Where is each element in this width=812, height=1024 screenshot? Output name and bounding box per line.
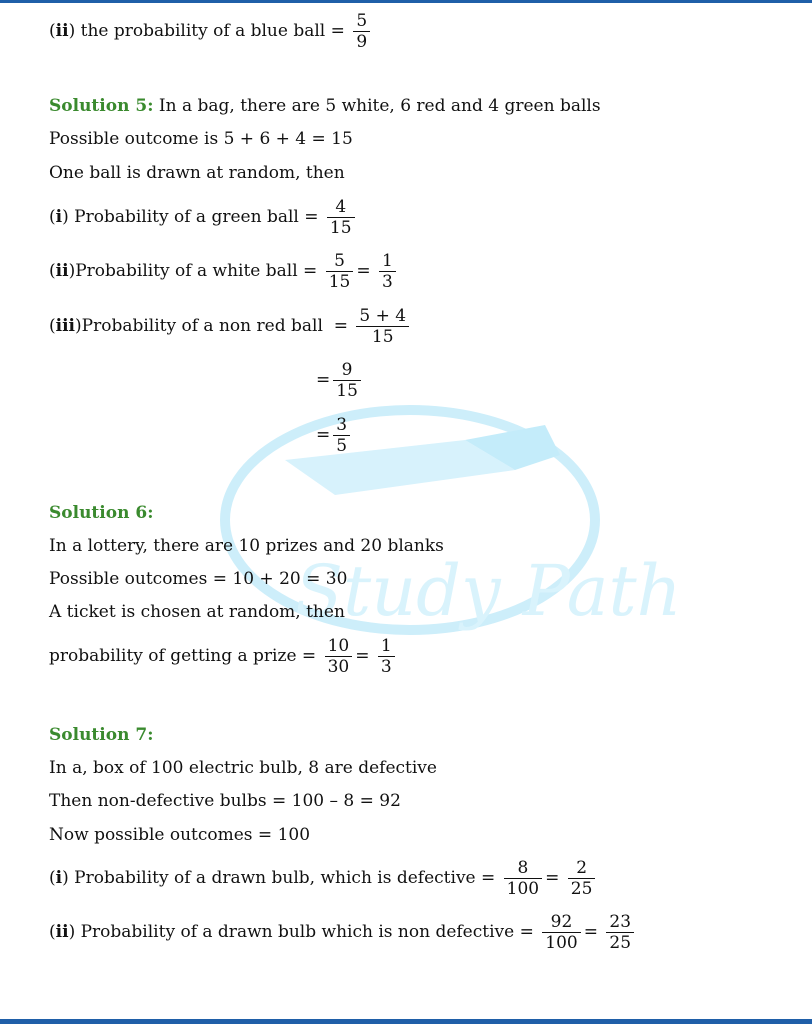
numerator: 4 — [327, 197, 355, 218]
fraction — [606, 912, 634, 953]
denominator: 25 — [570, 879, 593, 899]
sol5-step-2: = $\frac{9}{15}$ — [316, 360, 364, 401]
fraction — [568, 858, 596, 899]
fraction — [325, 636, 353, 677]
sol5-part-i: (i) Probability of a green ball = $\frac{4}{15}$ — [49, 197, 358, 238]
sol5-drawn: One ball is drawn at random, then — [49, 163, 345, 183]
part-label: i — [55, 868, 63, 888]
sol5-outcome: Possible outcome is 5 + 6 + 4 = 15 — [49, 129, 353, 149]
statement-text: Probability of a drawn bulb which is non defective — [80, 922, 515, 942]
fraction — [379, 251, 396, 292]
denominator: 5 — [336, 436, 348, 456]
top-part-ii: (ii) the probability of a blue ball = $\frac{5}{9}$ — [49, 11, 373, 52]
numerator: 92 — [542, 912, 580, 933]
fraction — [542, 912, 580, 953]
sol6-intro: In a lottery, there are 10 prizes and 20 blanks — [49, 536, 444, 556]
part-label: ii — [55, 261, 69, 281]
denominator: 100 — [506, 879, 540, 899]
statement-text: Probability of a drawn bulb, which is defective — [74, 868, 476, 888]
numerator: 1 — [378, 636, 395, 657]
denominator: 15 — [329, 218, 352, 238]
fraction — [326, 251, 354, 292]
numerator: 1 — [379, 251, 396, 272]
numerator: 5 + 4 — [356, 306, 409, 327]
denominator: 25 — [609, 933, 632, 953]
numerator: 10 — [325, 636, 353, 657]
part-label: i — [55, 207, 63, 227]
sol5-part-iii: (iii)Probability of a non red ball = $\frac{5 + 4}{15}$ — [49, 306, 412, 347]
sol5-step-3: = $\frac{3}{5}$ — [316, 415, 353, 456]
sol7-part-ii: (ii) Probability of a drawn bulb which is non defective = $\frac{92}{100}$ = $\frac{23}{25}$ — [49, 912, 637, 953]
sol7-outcomes: Now possible outcomes = 100 — [49, 825, 311, 845]
denominator: 15 — [328, 272, 351, 292]
svg-text:Study Path: Study Path — [295, 550, 682, 632]
fraction — [333, 360, 361, 401]
statement-text: Probability of a white ball — [75, 261, 298, 281]
statement-text: In a bag, there are 5 white, 6 red and 4 green balls — [158, 96, 601, 116]
part-label: iii — [55, 316, 76, 336]
solution-heading: Solution 5: — [49, 96, 154, 116]
denominator: 15 — [371, 327, 394, 347]
part-label: ii — [55, 21, 69, 41]
sol5-part-ii: (ii)Probability of a white ball = $\frac{5}{15}$ = $\frac{1}{3}$ — [49, 251, 399, 292]
bottom-rule — [0, 1019, 812, 1024]
denominator: 15 — [336, 381, 358, 401]
sol6-prize: probability of getting a prize = $\frac{10}{30}$ = $\frac{1}{3}$ — [49, 636, 398, 677]
numerator: 5 — [326, 251, 354, 272]
fraction — [504, 858, 542, 899]
solution-5-heading-line — [49, 96, 601, 116]
numerator: 8 — [504, 858, 542, 879]
fraction — [333, 415, 350, 456]
denominator: 3 — [382, 272, 393, 292]
fraction — [353, 11, 370, 52]
fraction — [327, 197, 355, 238]
numerator: 23 — [606, 912, 634, 933]
numerator: 9 — [333, 360, 361, 381]
sol7-nondef: Then non-defective bulbs = 100 – 8 = 92 — [49, 791, 401, 811]
statement-text: Probability of a non red ball — [81, 316, 323, 336]
statement-text: Probability of a green ball — [74, 207, 299, 227]
denominator: 100 — [545, 933, 578, 953]
statement-text: the probability of a blue ball — [80, 21, 326, 41]
sol7-part-i: (i) Probability of a drawn bulb, which is defective = $\frac{8}{100}$ = $\frac{2}{25}$ — [49, 858, 598, 899]
statement-text: probability of getting a prize — [49, 646, 297, 666]
sol6-chosen: A ticket is chosen at random, then — [49, 602, 345, 622]
part-label: ii — [55, 922, 69, 942]
denominator: 9 — [356, 32, 368, 52]
numerator: 2 — [568, 858, 596, 879]
denominator: 3 — [380, 657, 392, 677]
numerator: 3 — [333, 415, 350, 436]
numerator: 5 — [353, 11, 370, 32]
fraction — [356, 306, 409, 347]
solution-6-heading: Solution 6: — [49, 503, 154, 523]
sol6-outcomes: Possible outcomes = 10 + 20 = 30 — [49, 569, 348, 589]
fraction — [378, 636, 395, 677]
sol7-intro: In a, box of 100 electric bulb, 8 are defective — [49, 758, 437, 778]
top-rule — [0, 0, 812, 3]
denominator: 30 — [327, 657, 350, 677]
solution-7-heading: Solution 7: — [49, 725, 154, 745]
